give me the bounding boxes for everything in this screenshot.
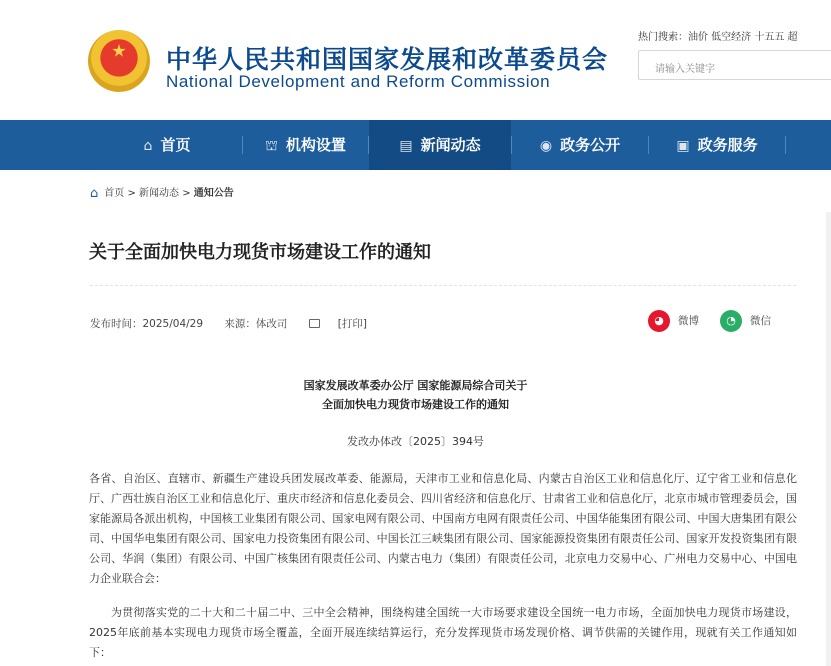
wechat-icon: ◔ [720, 310, 742, 332]
print-button[interactable] [309, 318, 385, 330]
share-weibo-label: 微博 [678, 315, 699, 327]
nav-item-services[interactable] [649, 120, 785, 170]
article-source: 来源：体改司 [224, 318, 288, 330]
main-nav [0, 120, 831, 170]
share-wechat-button[interactable] [720, 310, 771, 332]
breadcrumb-separator: > [127, 188, 136, 199]
breadcrumb-section[interactable]: 新闻动态 [139, 188, 180, 199]
institution-icon: ⛫ [265, 138, 278, 154]
nav-item-institutions[interactable] [243, 120, 368, 170]
nav-item-label: 首页 [160, 136, 191, 154]
breadcrumb-separator: > [182, 188, 191, 199]
share-wechat-label: 微信 [750, 315, 771, 327]
issuer-line-1: 国家发展改革委办公厅 国家能源局综合司关于 [303, 379, 528, 392]
news-icon: ▤ [399, 138, 413, 154]
issuer-line-2: 全面加快电力现货市场建设工作的通知 [322, 398, 509, 411]
scrollbar[interactable] [826, 212, 831, 666]
home-icon: ⌂ [143, 138, 153, 154]
nav-item-home[interactable] [92, 120, 242, 170]
page-title: 关于全面加快电力现货市场建设工作的通知 [89, 242, 431, 263]
printer-icon [309, 319, 320, 328]
article-meta [90, 316, 403, 331]
hot-search-terms[interactable]: 油价 低空经济 十五五 超 [688, 32, 798, 43]
weibo-icon: ◕ [648, 310, 670, 332]
nav-divider [785, 136, 786, 154]
home-icon[interactable]: ⌂ [90, 186, 99, 201]
search-input[interactable]: 请输入关键字 [638, 50, 831, 80]
publish-time: 发布时间：2025/04/29 [90, 318, 204, 330]
hot-search-label: 热门搜索： [638, 32, 688, 43]
hot-search [638, 28, 798, 43]
site-name-cn[interactable]: 中华人民共和国国家发展和改革委员会 [166, 45, 609, 74]
breadcrumb [90, 184, 234, 201]
body-paragraph: 为贯彻落实党的二十大和二十届二中、三中全会精神，围绕构建全国统一大市场要求建设全国统一电力市场，全面加快电力现货市场建设，2025年底前基本实现电力现货市场全覆盖，全面开展连续结算运行，充分发挥现货市场发现价格、调节供需的关键作用，现就有关工作通知如下： [89, 606, 797, 659]
nav-item-label: 政务服务 [697, 136, 758, 154]
site-header [0, 0, 831, 120]
document-number: 发改办体改〔2025〕394号 [347, 435, 484, 448]
site-name-en[interactable]: National Development and Reform Commission [166, 72, 551, 91]
nav-item-label: 机构设置 [285, 136, 346, 154]
breadcrumb-home[interactable]: 首页 [104, 188, 125, 199]
share-weibo-button[interactable] [648, 310, 699, 332]
breadcrumb-current[interactable]: 通知公告 [193, 188, 234, 199]
service-icon: ▣ [676, 138, 690, 154]
title-divider [90, 285, 796, 287]
nav-item-label: 新闻动态 [420, 136, 481, 154]
body-paragraph: 各省、自治区、直辖市、新疆生产建设兵团发展改革委、能源局，天津市工业和信息化局、内蒙古自治区工业和信息化厅、辽宁省工业和信息化厅、广西壮族自治区工业和信息化厅、重庆市经济和信息化委员会、四川省经济和信息化厅、甘肃省工业和信息化厅，北京市城市管理委员会，国家能源局各派出机构，中国核工业集团有限公司、国家电网有限公司、中国南方电网有限责任公司、中国华能集团有限公司、中国大唐集团有限公司、中国华电集团有限公司、国家电力投资集团有限公司、中国长江三峡集团有限公司、国家能源投资集团有限责任公司、国家开发投资集团有限公司、华润（集团）有限公司、中国广核集团有限责任公司、内蒙古电力（集团）有限责任公司，北京电力交易中心、广州电力交易中心、中国电力企业联合会： [89, 472, 797, 585]
public-icon: ◉ [539, 138, 553, 154]
nav-item-news[interactable] [369, 120, 511, 170]
nav-item-public-affairs[interactable] [512, 120, 648, 170]
national-emblem-icon[interactable] [88, 30, 150, 92]
nav-item-label: 政务公开 [560, 136, 621, 154]
print-label: [打印] [337, 318, 367, 330]
